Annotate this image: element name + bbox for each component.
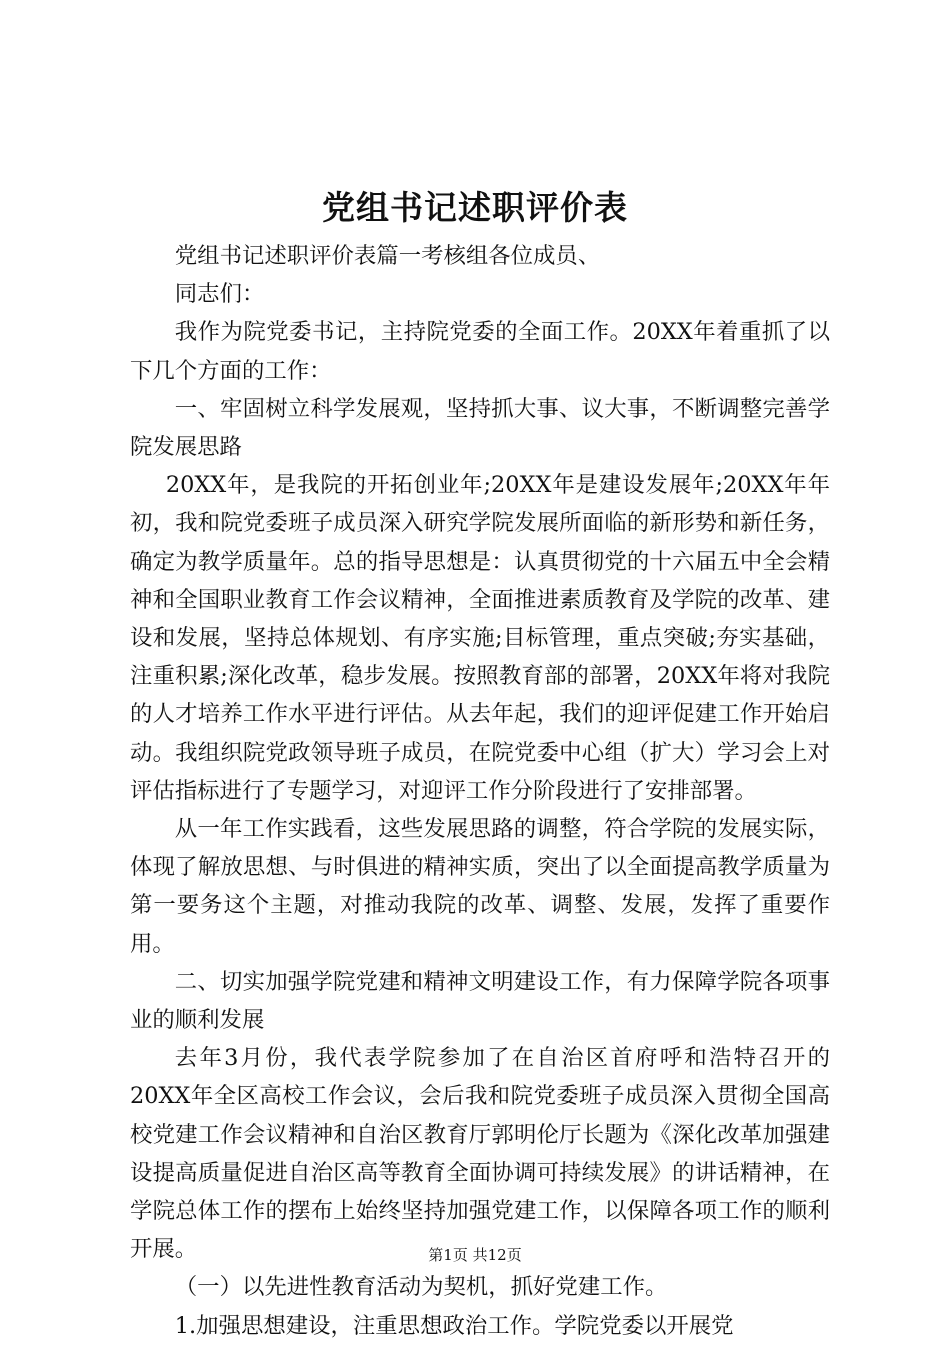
paragraph: 二、切实加强学院党建和精神文明建设工作，有力保障学院各项事业的顺利发展 (130, 968, 830, 1034)
paragraph: 党组书记述职评价表篇一考核组各位成员、 (174, 243, 601, 269)
document-title: 党组书记述职评价表 (322, 188, 628, 227)
paragraph: 1.加强思想建设，注重思想政治工作。学院党委以开展党 (174, 1312, 734, 1339)
page-number-footer: 第1页 共12页 (428, 1246, 522, 1264)
paragraph: 我作为院党委书记，主持院党委的全面工作。20XX年着重抓了以下几个方面的工作： (130, 319, 830, 384)
paragraph: 一、牢固树立科学发展观，坚持抓大事、议大事，不断调整完善学院发展思路 (130, 395, 830, 461)
paragraph: （一）以先进性教育活动为契机，抓好党建工作。 (174, 1274, 668, 1301)
paragraph: 同志们： (174, 281, 265, 308)
document-body (130, 237, 830, 1345)
paragraph: 去年3月份，我代表学院参加了在自治区首府呼和浩特召开的20XX年全区高校工作会议，会后我和院党委班子成员深入贯彻全国高校党建工作会议精神和自治区教育厅郭明伦厅长题为《深化改革加强建设提高质量促进自治区高等教育全面协调可持续发展》的讲话精神，在学院总体工作的摆布上始终坚持加强党建工作，以保障各项工作的顺利开展。 (130, 1045, 830, 1263)
paragraph: 20XX年，是我院的开拓创业年;20XX年是建设发展年;20XX年年初，我和院党委班子成员深入研究学院发展所面临的新形势和新任务，确定为教学质量年。总的指导思想是：认真贯彻党的十六届五中全会精神和全国职业教育工作会议精神，全面推进素质教育及学院的改革、建设和发展，坚持总体规划、有序实施;目标管理，重点突破;夯实基础，注重积累;深化改革，稳步发展。按照教育部的部署，20XX年将对我院的人才培养工作水平进行评估。从去年起，我们的迎评促建工作开始启动。我组织院党政领导班子成员，在院党委中心组（扩大）学习会上对评估指标进行了专题学习，对迎评工作分阶段进行了安排部署。 (130, 472, 830, 804)
paragraph: 从一年工作实践看，这些发展思路的调整，符合学院的发展实际，体现了解放思想、与时俱进的精神实质，突出了以全面提高教学质量为第一要务这个主题，对推动我院的改革、调整、发展，发挥了重要作用。 (130, 816, 830, 957)
